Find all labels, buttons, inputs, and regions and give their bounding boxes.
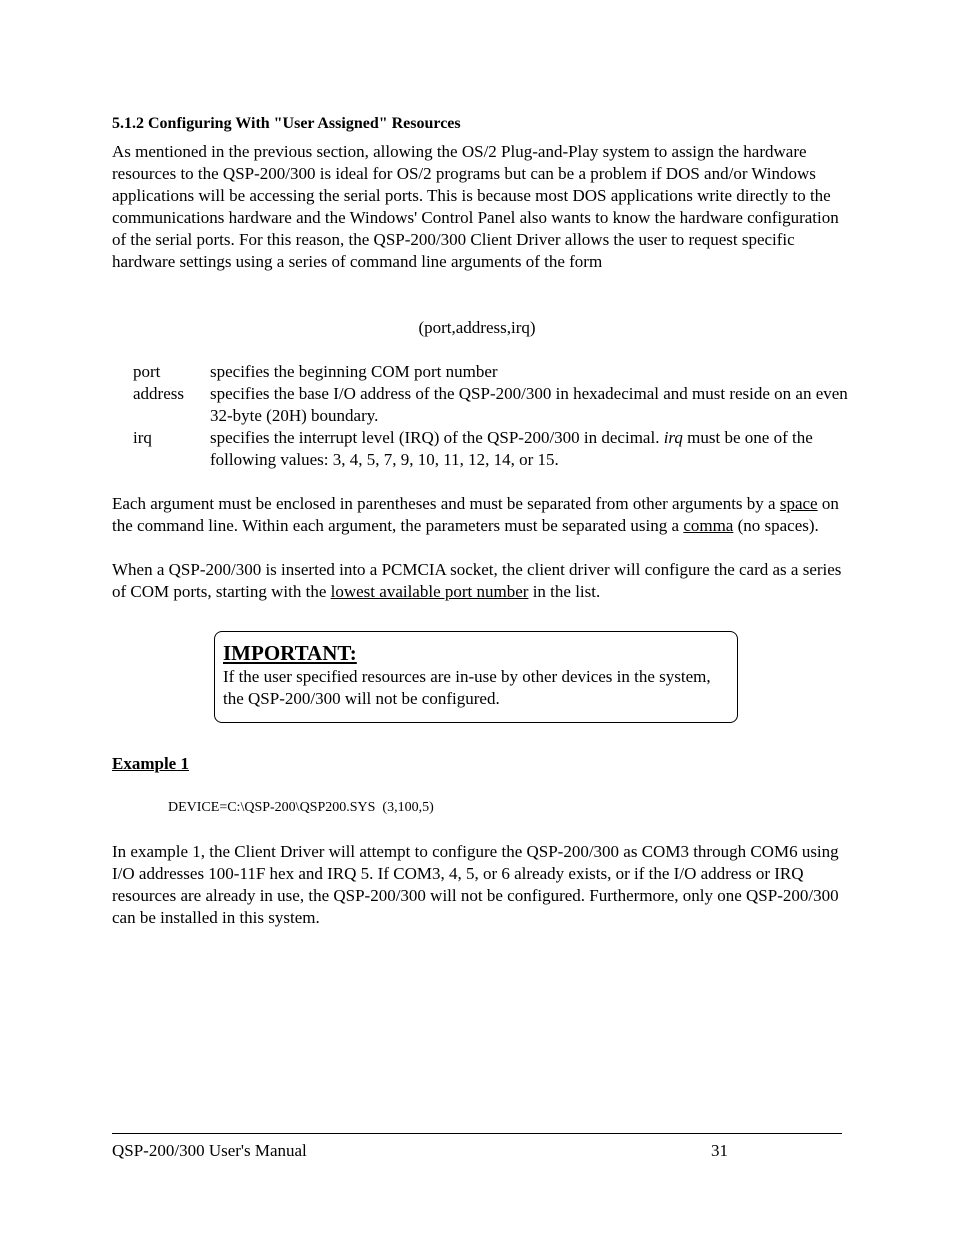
definition-irq (133, 427, 853, 471)
irq-emphasis: irq (663, 428, 683, 447)
separator-paragraph: Each argument must be enclosed in parentheses and must be separated from other arguments by a space on the command line. Within each argument, the parameters must be separated using a comma (no spaces). (112, 494, 839, 535)
underlined-comma: comma (683, 516, 734, 535)
important-title: IMPORTANT: (223, 641, 357, 665)
definition-term: address (133, 384, 184, 403)
definition-address (133, 383, 853, 427)
definition-desc: specifies the interrupt level (IRQ) of the QSP-200/300 in decimal. irq must be one of the following values: 3, 4, 5, 7, 9, 10, 11, 12, 14, or 15. (210, 428, 813, 469)
underlined-lowest-port: lowest available port number (330, 582, 529, 601)
intro-paragraph: As mentioned in the previous section, allowing the OS/2 Plug-and-Play system to assign the hardware resources to the QSP-200/300 is ideal for OS/2 programs but can be a problem if DOS and/or Windows applications will be accessing the serial ports. This is because most DOS applications write directly to the communications hardware and the Windows' Control Panel also wants to know the hardware configuration of the serial ports. For this reason, the QSP-200/300 Client Driver allows the user to request specific hardware settings using a series of command line arguments of the form (112, 142, 839, 271)
section-heading: 5.1.2 Configuring With "User Assigned" Resources (112, 115, 461, 132)
definition-term: irq (133, 428, 152, 447)
definition-desc: specifies the base I/O address of the QSP-200/300 in hexadecimal and must reside on an even 32-byte (20H) boundary. (210, 384, 848, 425)
underlined-space: space (779, 494, 818, 513)
important-notice (214, 631, 738, 723)
definition-desc: specifies the beginning COM port number (210, 362, 498, 381)
insertion-paragraph: When a QSP-200/300 is inserted into a PCMCIA socket, the client driver will configure the card as a series of COM ports, starting with the lowest available port number in the list. (112, 560, 842, 601)
footer-divider (112, 1133, 842, 1134)
definition-port (133, 361, 853, 383)
important-text: If the user specified resources are in-use by other devices in the system, the QSP-200/300 will not be configured. (223, 667, 711, 708)
definition-term: port (133, 362, 161, 381)
argument-definitions (133, 361, 853, 471)
example-title: Example 1 (112, 754, 189, 773)
argument-form: (port,address,irq) (418, 318, 536, 337)
page-number: 31 (711, 1141, 728, 1160)
example-description: In example 1, the Client Driver will attempt to configure the QSP-200/300 as COM3 through COM6 using I/O addresses 100-11F hex and IRQ 5. If COM3, 4, 5, or 6 already exists, or if the I/O address or IRQ resources are already in use, the QSP-200/300 will not be configured. Furthermore, only one QSP-200/300 can be installed in this system. (112, 842, 839, 927)
footer-title: QSP-200/300 User's Manual (112, 1141, 307, 1160)
example-command: DEVICE=C:\QSP-200\QSP200.SYS (3,100,5) (168, 800, 434, 815)
